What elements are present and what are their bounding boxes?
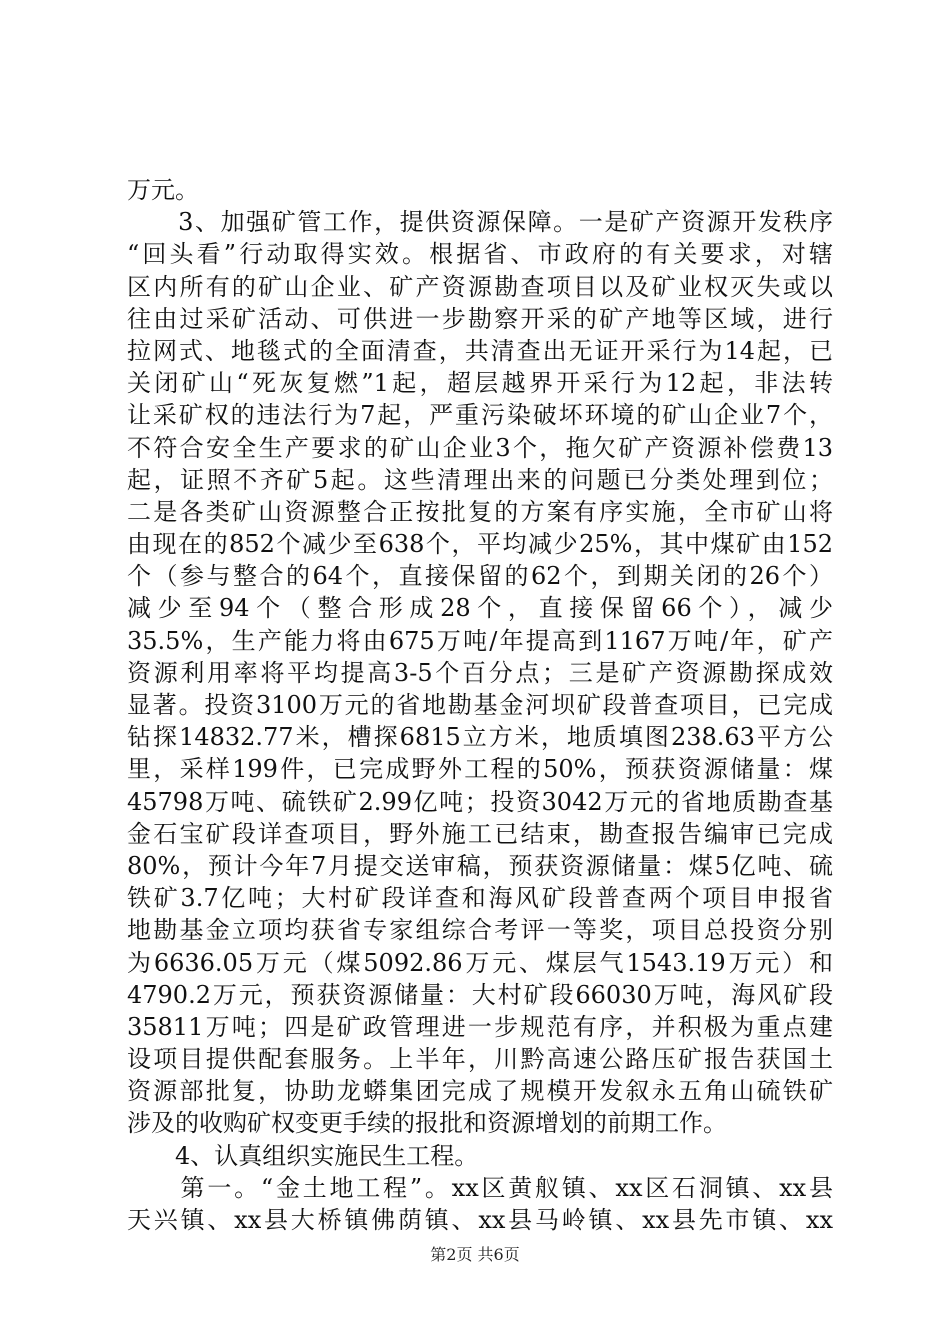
text-line: 铁矿3.7亿吨；大村矿段详查和海风矿段普查两个项目申报省	[127, 884, 833, 913]
text-line: 45798万吨、硫铁矿2.99亿吨；投资3042万元的省地质勘查基	[127, 787, 833, 816]
text-line: 地勘基金立项均获省专家组综合考评一等奖，项目总投资分别	[127, 916, 833, 945]
text-line: 涉及的收购矿权变更手续的报批和资源增划的前期工作。	[127, 1109, 727, 1138]
text-line: 万元。	[127, 176, 199, 204]
text-line: 天兴镇、xx县大桥镇佛荫镇、xx县马岭镇、xx县先市镇、xx	[127, 1206, 833, 1234]
text-line: 第一。“金土地工程”。xx区黄舣镇、xx区石洞镇、xx县	[127, 1173, 833, 1202]
text-line: 往由过采矿活动、可供进一步勘察开采的矿产地等区域，进行	[127, 304, 833, 333]
text-line: 35811万吨；四是矿政管理进一步规范有序，并积极为重点建	[127, 1012, 833, 1041]
text-line: 起，证照不齐矿5起。这些清理出来的问题已分类处理到位；	[127, 465, 833, 494]
text-line: 3、加强矿管工作，提供资源保障。一是矿产资源开发秩序	[127, 208, 833, 237]
text-line: 4、认真组织实施民生工程。	[127, 1141, 479, 1170]
text-line: 资源利用率将平均提高3-5个百分点；三是矿产资源勘探成效	[127, 658, 833, 687]
text-line: 二是各类矿山资源整合正按批复的方案有序实施，全市矿山将	[127, 497, 833, 526]
text-line: 资源部批复，协助龙蟒集团完成了规模开发叙永五角山硫铁矿	[127, 1077, 833, 1106]
text-line: 里，采样199件，已完成野外工程的50%，预获资源储量：煤	[127, 755, 833, 784]
document-body	[127, 174, 833, 1236]
text-line: 拉网式、地毯式的全面清查，共清查出无证开采行为14起，已	[127, 336, 833, 365]
text-line: 由现在的852个减少至638个，平均减少25%，其中煤矿由152	[127, 530, 833, 559]
text-line: 让采矿权的违法行为7起，严重污染破坏环境的矿山企业7个，	[127, 401, 833, 430]
text-line: 35.5%，生产能力将由675万吨/年提高到1167万吨/年，矿产	[127, 626, 833, 655]
page-footer: 第2页 共6页	[430, 1245, 520, 1264]
text-line: 减少至94个（整合形成28个，直接保留66个），减少	[127, 594, 833, 623]
text-line: 不符合安全生产要求的矿山企业3个，拖欠矿产资源补偿费13	[127, 433, 833, 462]
text-line: 设项目提供配套服务。上半年，川黔高速公路压矿报告获国土	[127, 1045, 833, 1074]
text-line: 80%，预计今年7月提交送审稿，预获资源储量：煤5亿吨、硫	[127, 851, 833, 880]
text-line: 钻探14832.77米，槽探6815立方米，地质填图238.63平方公	[127, 723, 833, 752]
text-line: 4790.2万元，预获资源储量：大村矿段66030万吨，海风矿段	[127, 980, 833, 1009]
text-line: 显著。投资3100万元的省地勘基金河坝矿段普查项目，已完成	[127, 691, 833, 719]
text-line: 关闭矿山“死灰复燃”1起，超层越界开采行为12起，非法转	[127, 369, 833, 398]
text-line: 个（参与整合的64个，直接保留的62个，到期关闭的26个）	[127, 562, 833, 591]
text-line: “回头看”行动取得实效。根据省、市政府的有关要求，对辖	[127, 240, 833, 269]
text-line: 为6636.05万元（煤5092.86万元、煤层气1543.19万元）和	[127, 948, 833, 977]
text-line: 区内所有的矿山企业、矿产资源勘查项目以及矿业权灭失或以	[127, 272, 833, 301]
text-line: 金石宝矿段详查项目，野外施工已结束，勘查报告编审已完成	[127, 819, 833, 848]
